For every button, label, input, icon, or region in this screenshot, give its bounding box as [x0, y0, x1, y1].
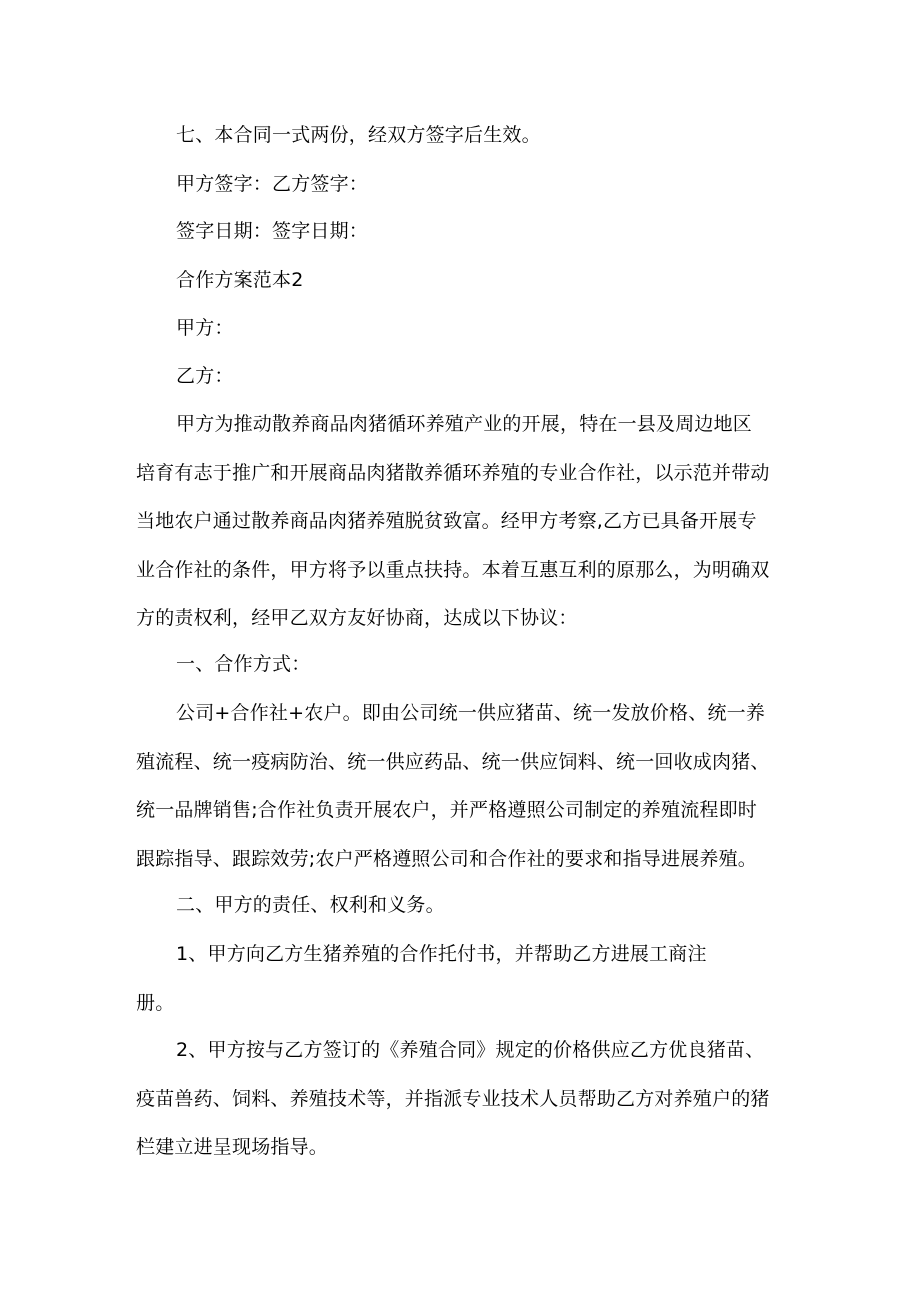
signature-line: 甲方签字：乙方签字： [176, 173, 369, 195]
section-1-line: 殖流程、统一疫病防治、统一供应药品、统一供应饲料、统一回收成肉猪、 [136, 750, 770, 773]
section-1-body [136, 689, 770, 883]
section-1-line: 公司+合作社+农户。即由公司统一供应猪苗、统一发放价格、统一养 [176, 702, 766, 724]
section-1-line: 统一品牌销售;合作社负责开展农户，并严格遵照公司制定的养殖流程即时 [136, 799, 758, 821]
clause-7: 七、本合同一式两份，经双方签字后生效。 [176, 124, 541, 146]
item-2 [136, 1026, 770, 1172]
intro-line: 业合作社的条件，甲方将予以重点扶持。本着互惠互利的原那么，为明确双 [136, 558, 770, 581]
item-1 [136, 930, 707, 1027]
sign-date-line: 签字日期：签字日期： [176, 220, 369, 242]
item-2-line: 栏建立进呈现场指导。 [136, 1136, 329, 1158]
intro-line: 方的责权利，经甲乙双方友好协商，达成以下协议： [136, 607, 578, 629]
party-a-label: 甲方： [176, 317, 234, 339]
intro-line: 当地农户通过散养商品肉猪养殖脱贫致富。经甲方考察,乙方已具备开展专 [136, 510, 757, 532]
party-b-label: 乙方： [176, 365, 234, 387]
item-2-line: 2、甲方按与乙方签订的《养殖合同》规定的价格供应乙方优良猪苗、 [176, 1039, 765, 1061]
section-title-2: 合作方案范本2 [176, 269, 304, 291]
item-1-line: 册。 [136, 991, 175, 1014]
intro-line: 甲方为推动散养商品肉猪循环养殖产业的开展，特在一县及周边地区 [176, 413, 753, 435]
item-2-line: 疫苗兽药、饲料、养殖技术等，并指派专业技术人员帮助乙方对养殖户的猪 [136, 1087, 770, 1110]
intro-line: 培育有志于推广和开展商品肉猪散养循环养殖的专业合作社，以示范并带动 [136, 461, 770, 484]
section-1-line: 跟踪指导、跟踪效劳;农户严格遵照公司和合作社的要求和指导进展养殖。 [136, 847, 758, 870]
section-1-title: 一、合作方式： [176, 653, 311, 675]
intro-paragraph [136, 400, 770, 643]
section-2-title: 二、甲方的责任、权利和义务。 [176, 894, 445, 916]
item-1-line: 1、甲方向乙方生猪养殖的合作托付书，并帮助乙方进展工商注 [176, 943, 707, 965]
